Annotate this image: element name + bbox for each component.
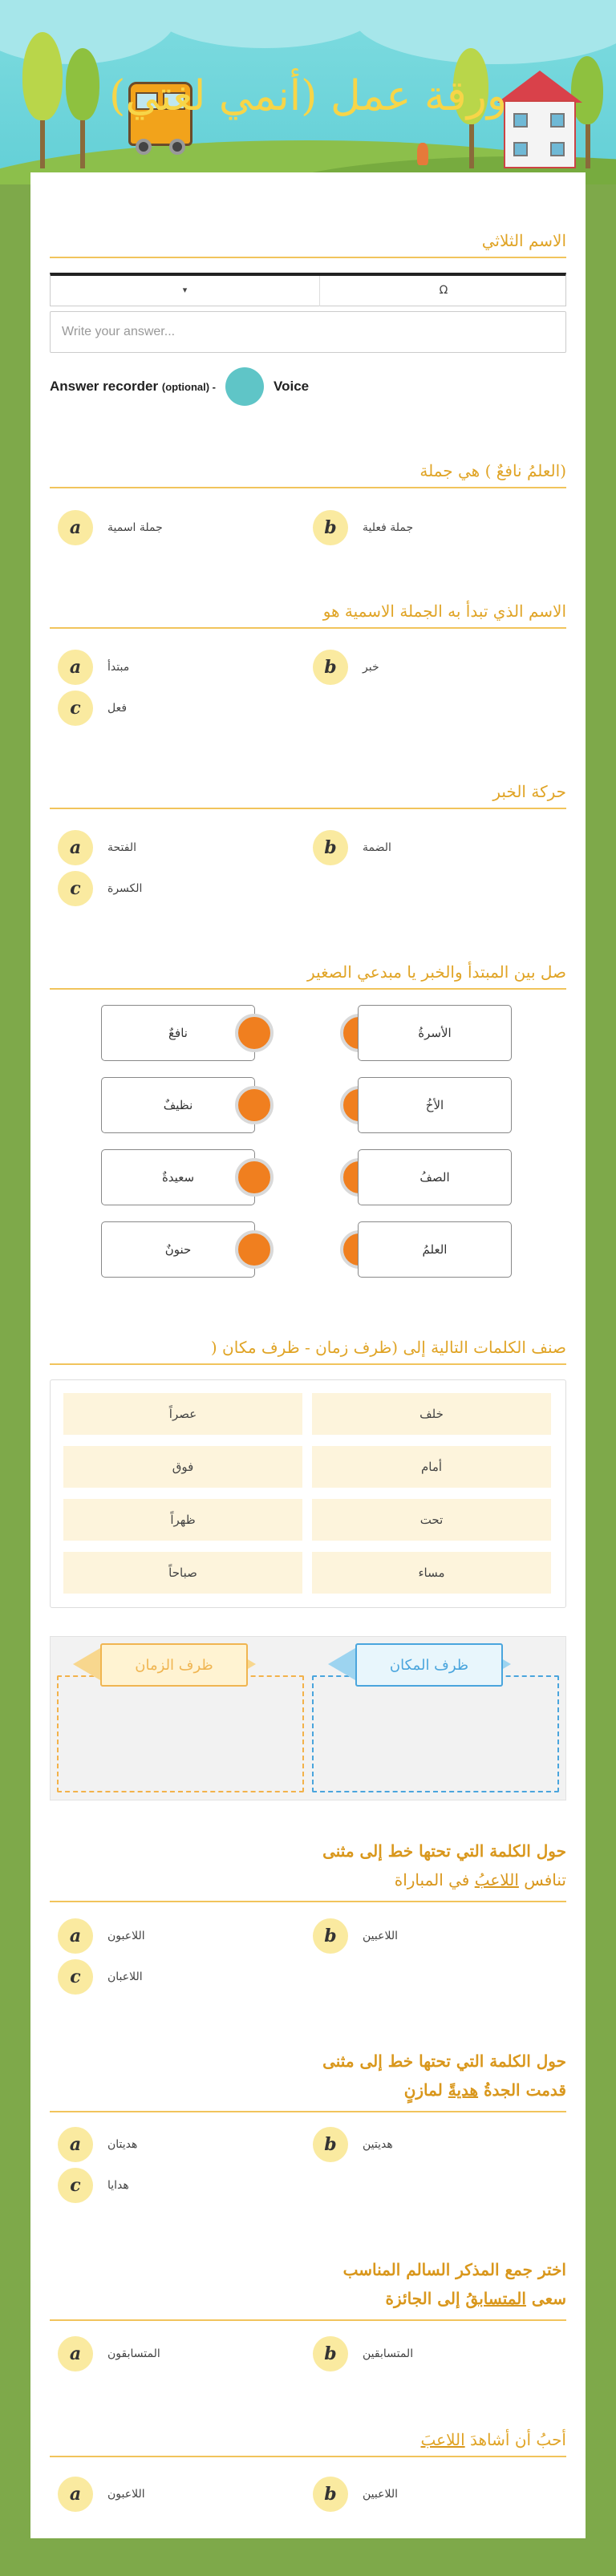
option-letter-badge: b <box>313 510 348 545</box>
question-title: (العلمُ نافعٌ ) هي جملة <box>50 461 566 488</box>
option-letter-badge: c <box>58 1959 93 1995</box>
special-characters-button[interactable]: Ω <box>439 284 448 297</box>
option-text: المتسابقين <box>363 2347 414 2360</box>
match-left-item[interactable]: نظيفٌ <box>101 1077 255 1133</box>
option-c[interactable] <box>58 1959 143 1995</box>
page-title: ورقة عمل (أنمي لغتي) <box>109 72 507 120</box>
text-toolbar <box>50 273 566 306</box>
option-a[interactable] <box>58 1918 145 1954</box>
option-letter-badge: a <box>58 510 93 545</box>
option-b[interactable] <box>313 2336 413 2371</box>
voice-label: Voice <box>274 379 310 394</box>
option-b[interactable] <box>313 2127 393 2162</box>
question-title: حول الكلمة التي تحتها خط إلى مثنى تنافس اللاعبُ في المباراة <box>50 1837 566 1902</box>
question-sentence: تنافس اللاعبُ في المباراة <box>394 1870 566 1889</box>
draggable-word[interactable]: ظهراً <box>63 1499 302 1541</box>
word-bank <box>50 1379 566 1608</box>
question-name <box>50 231 566 258</box>
recorder-label: Answer recorder (optional) - <box>50 379 217 394</box>
option-a[interactable] <box>58 2477 145 2512</box>
recorder-optional: (optional) - <box>161 381 217 393</box>
option-b[interactable] <box>313 510 413 545</box>
category-drop-area <box>50 1636 566 1800</box>
question-2 <box>50 461 566 488</box>
match-connector-dot[interactable] <box>235 1014 274 1052</box>
option-b[interactable] <box>313 830 391 865</box>
option-letter-badge: b <box>313 2477 348 2512</box>
cat-icon <box>417 143 428 165</box>
question-title: حول الكلمة التي تحتها خط إلى مثنى قدمت الجدةُ هديةً لمازنٍ <box>50 2047 566 2112</box>
record-voice-button[interactable] <box>225 367 264 406</box>
match-connector-dot[interactable] <box>235 1086 274 1124</box>
option-letter-badge: a <box>58 2477 93 2512</box>
option-text: المتسابقون <box>107 2347 160 2360</box>
option-letter-badge: c <box>58 691 93 726</box>
category-label-time: ظرف الزمان <box>100 1643 248 1687</box>
option-letter-badge: a <box>58 2127 93 2162</box>
header-banner <box>0 0 616 184</box>
question-title: صل بين المبتدأ والخبر يا مبدعي الصغير <box>50 962 566 990</box>
question-title: صنف الكلمات التالية إلى (ظرف زمان - ظرف مكان ( <box>50 1338 566 1365</box>
category-label-place: ظرف المكان <box>355 1643 503 1687</box>
option-letter-badge: a <box>58 2336 93 2371</box>
option-letter-badge: a <box>58 1918 93 1954</box>
option-text: اللاعبون <box>107 2488 145 2501</box>
question-title: الاسم الثلاثي <box>50 231 566 258</box>
draggable-word[interactable]: فوق <box>63 1446 302 1488</box>
match-right-item[interactable]: الأسرةُ <box>358 1005 512 1061</box>
option-text: الضمة <box>363 841 391 854</box>
question-4 <box>50 782 566 809</box>
option-a[interactable] <box>58 650 129 685</box>
question-sentence: سعى المتسابقُ إلى الجائزة <box>385 2289 566 2308</box>
option-b[interactable] <box>313 2477 398 2512</box>
option-text: خبر <box>363 661 379 674</box>
option-letter-badge: a <box>58 830 93 865</box>
option-letter-badge: b <box>313 2336 348 2371</box>
draggable-word[interactable]: أمام <box>312 1446 551 1488</box>
option-letter-badge: b <box>313 830 348 865</box>
option-letter-badge: b <box>313 1918 348 1954</box>
question-8 <box>50 2047 566 2112</box>
match-connector-dot[interactable] <box>235 1158 274 1197</box>
option-text: مبتدأ <box>107 661 130 674</box>
match-connector-dot[interactable] <box>235 1230 274 1269</box>
option-text: الكسرة <box>107 882 143 895</box>
option-text: هدايا <box>107 2179 129 2192</box>
option-text: اللاعبين <box>363 2488 398 2501</box>
option-a[interactable] <box>58 2336 160 2371</box>
option-b[interactable] <box>313 650 379 685</box>
option-letter-badge: c <box>58 2168 93 2203</box>
draggable-word[interactable]: عصراً <box>63 1393 302 1435</box>
option-letter-badge: b <box>313 2127 348 2162</box>
option-letter-badge: b <box>313 650 348 685</box>
option-c[interactable] <box>58 2168 129 2203</box>
option-c[interactable] <box>58 691 127 726</box>
option-b[interactable] <box>313 1918 398 1954</box>
match-right-item[interactable]: الصفُ <box>358 1149 512 1205</box>
option-text: اللاعبين <box>363 1930 398 1942</box>
option-text: الفتحة <box>107 841 137 854</box>
drop-zone-place[interactable] <box>312 1675 559 1792</box>
question-title: حركة الخبر <box>50 782 566 809</box>
option-letter-badge: a <box>58 650 93 685</box>
option-a[interactable] <box>58 830 136 865</box>
question-sentence: قدمت الجدةُ هديةً لمازنٍ <box>403 2080 566 2100</box>
drop-zone-time[interactable] <box>57 1675 304 1792</box>
draggable-word[interactable]: صباحاً <box>63 1552 302 1594</box>
question-title: اختر جمع المذكر السالم المناسب سعى المتسابقُ إلى الجائزة <box>50 2255 566 2321</box>
option-text: هديتين <box>363 2138 393 2151</box>
draggable-word[interactable]: تحت <box>312 1499 551 1541</box>
option-a[interactable] <box>58 510 163 545</box>
option-text: اللاعبون <box>107 1930 145 1942</box>
font-dropdown-button[interactable]: ▾ <box>51 276 320 306</box>
answer-recorder <box>50 367 309 406</box>
match-left-item[interactable]: نافعٌ <box>101 1005 255 1061</box>
option-letter-badge: c <box>58 871 93 906</box>
question-5-matching <box>50 962 566 990</box>
question-10 <box>50 2430 566 2457</box>
question-9 <box>50 2255 566 2321</box>
option-c[interactable] <box>58 871 142 906</box>
question-title: أحبُ أن أشاهدَ اللاعبَ <box>50 2430 566 2457</box>
draggable-word[interactable]: مساء <box>312 1552 551 1594</box>
match-left-item[interactable]: سعيدةٌ <box>101 1149 255 1205</box>
draggable-word[interactable]: خلف <box>312 1393 551 1435</box>
question-3 <box>50 601 566 629</box>
name-answer-input[interactable] <box>50 311 566 353</box>
question-title: الاسم الذي تبدأ به الجملة الاسمية هو <box>50 601 566 629</box>
option-text: هديتان <box>107 2138 138 2151</box>
option-text: فعل <box>107 702 128 715</box>
option-text: جملة اسمية <box>107 521 163 534</box>
match-left-item[interactable]: حنونٌ <box>101 1221 255 1278</box>
question-6-classify <box>50 1338 566 1365</box>
option-text: جملة فعلية <box>363 521 414 534</box>
question-7 <box>50 1837 566 1902</box>
match-right-item[interactable]: الأخُ <box>358 1077 512 1133</box>
option-text: اللاعبان <box>107 1970 143 1983</box>
option-a[interactable] <box>58 2127 137 2162</box>
match-right-item[interactable]: العلمُ <box>358 1221 512 1278</box>
